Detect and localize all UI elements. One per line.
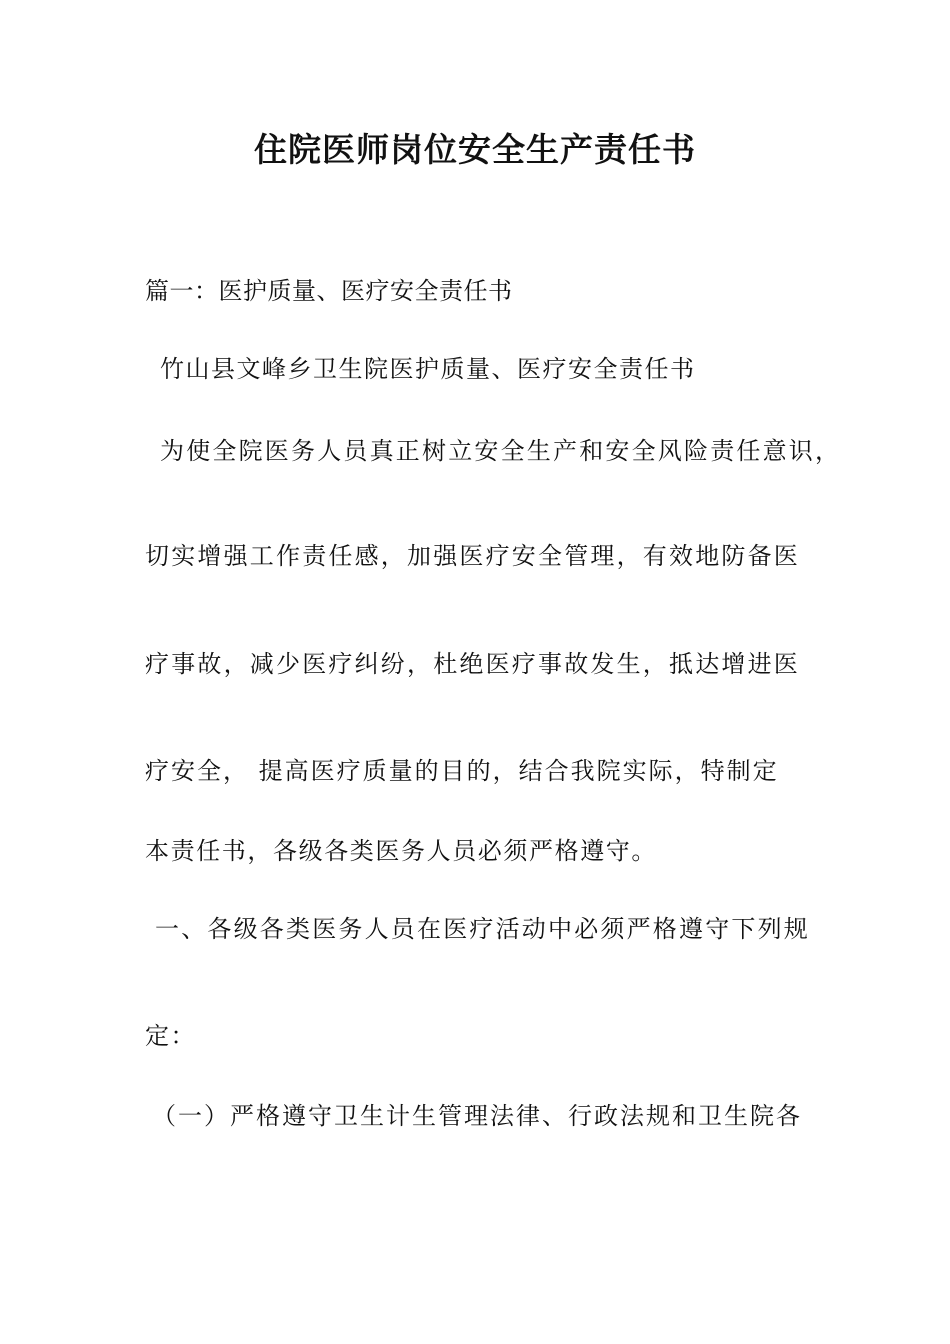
document-title: 住院医师岗位安全生产责任书 [254,130,696,169]
paragraph-line: 疗事故，减少医疗纠纷，杜绝医疗事故发生，抵达增进医 [145,650,800,678]
subtitle-line: 竹山县文峰乡卫生院医护质量、医疗安全责任书 [160,355,696,383]
list-item-heading: 一、各级各类医务人员在医疗活动中必须严格遵守下列规 [155,915,810,943]
paragraph-line: 为使全院医务人员真正树立安全生产和安全风险责任意识， [160,437,842,465]
paragraph-line: 定： [145,1022,196,1050]
paragraph-line: 疗安全， 提高医疗质量的目的，结合我院实际，特制定 [145,757,779,785]
paragraph-line: 切实增强工作责任感，加强医疗安全管理，有效地防备医 [145,542,800,570]
section-heading: 篇一：医护质量、医疗安全责任书 [145,277,513,305]
list-subitem: （一）严格遵守卫生计生管理法律、行政法规和卫生院各 [152,1102,802,1130]
paragraph-line: 本责任书，各级各类医务人员必须严格遵守。 [145,837,657,865]
